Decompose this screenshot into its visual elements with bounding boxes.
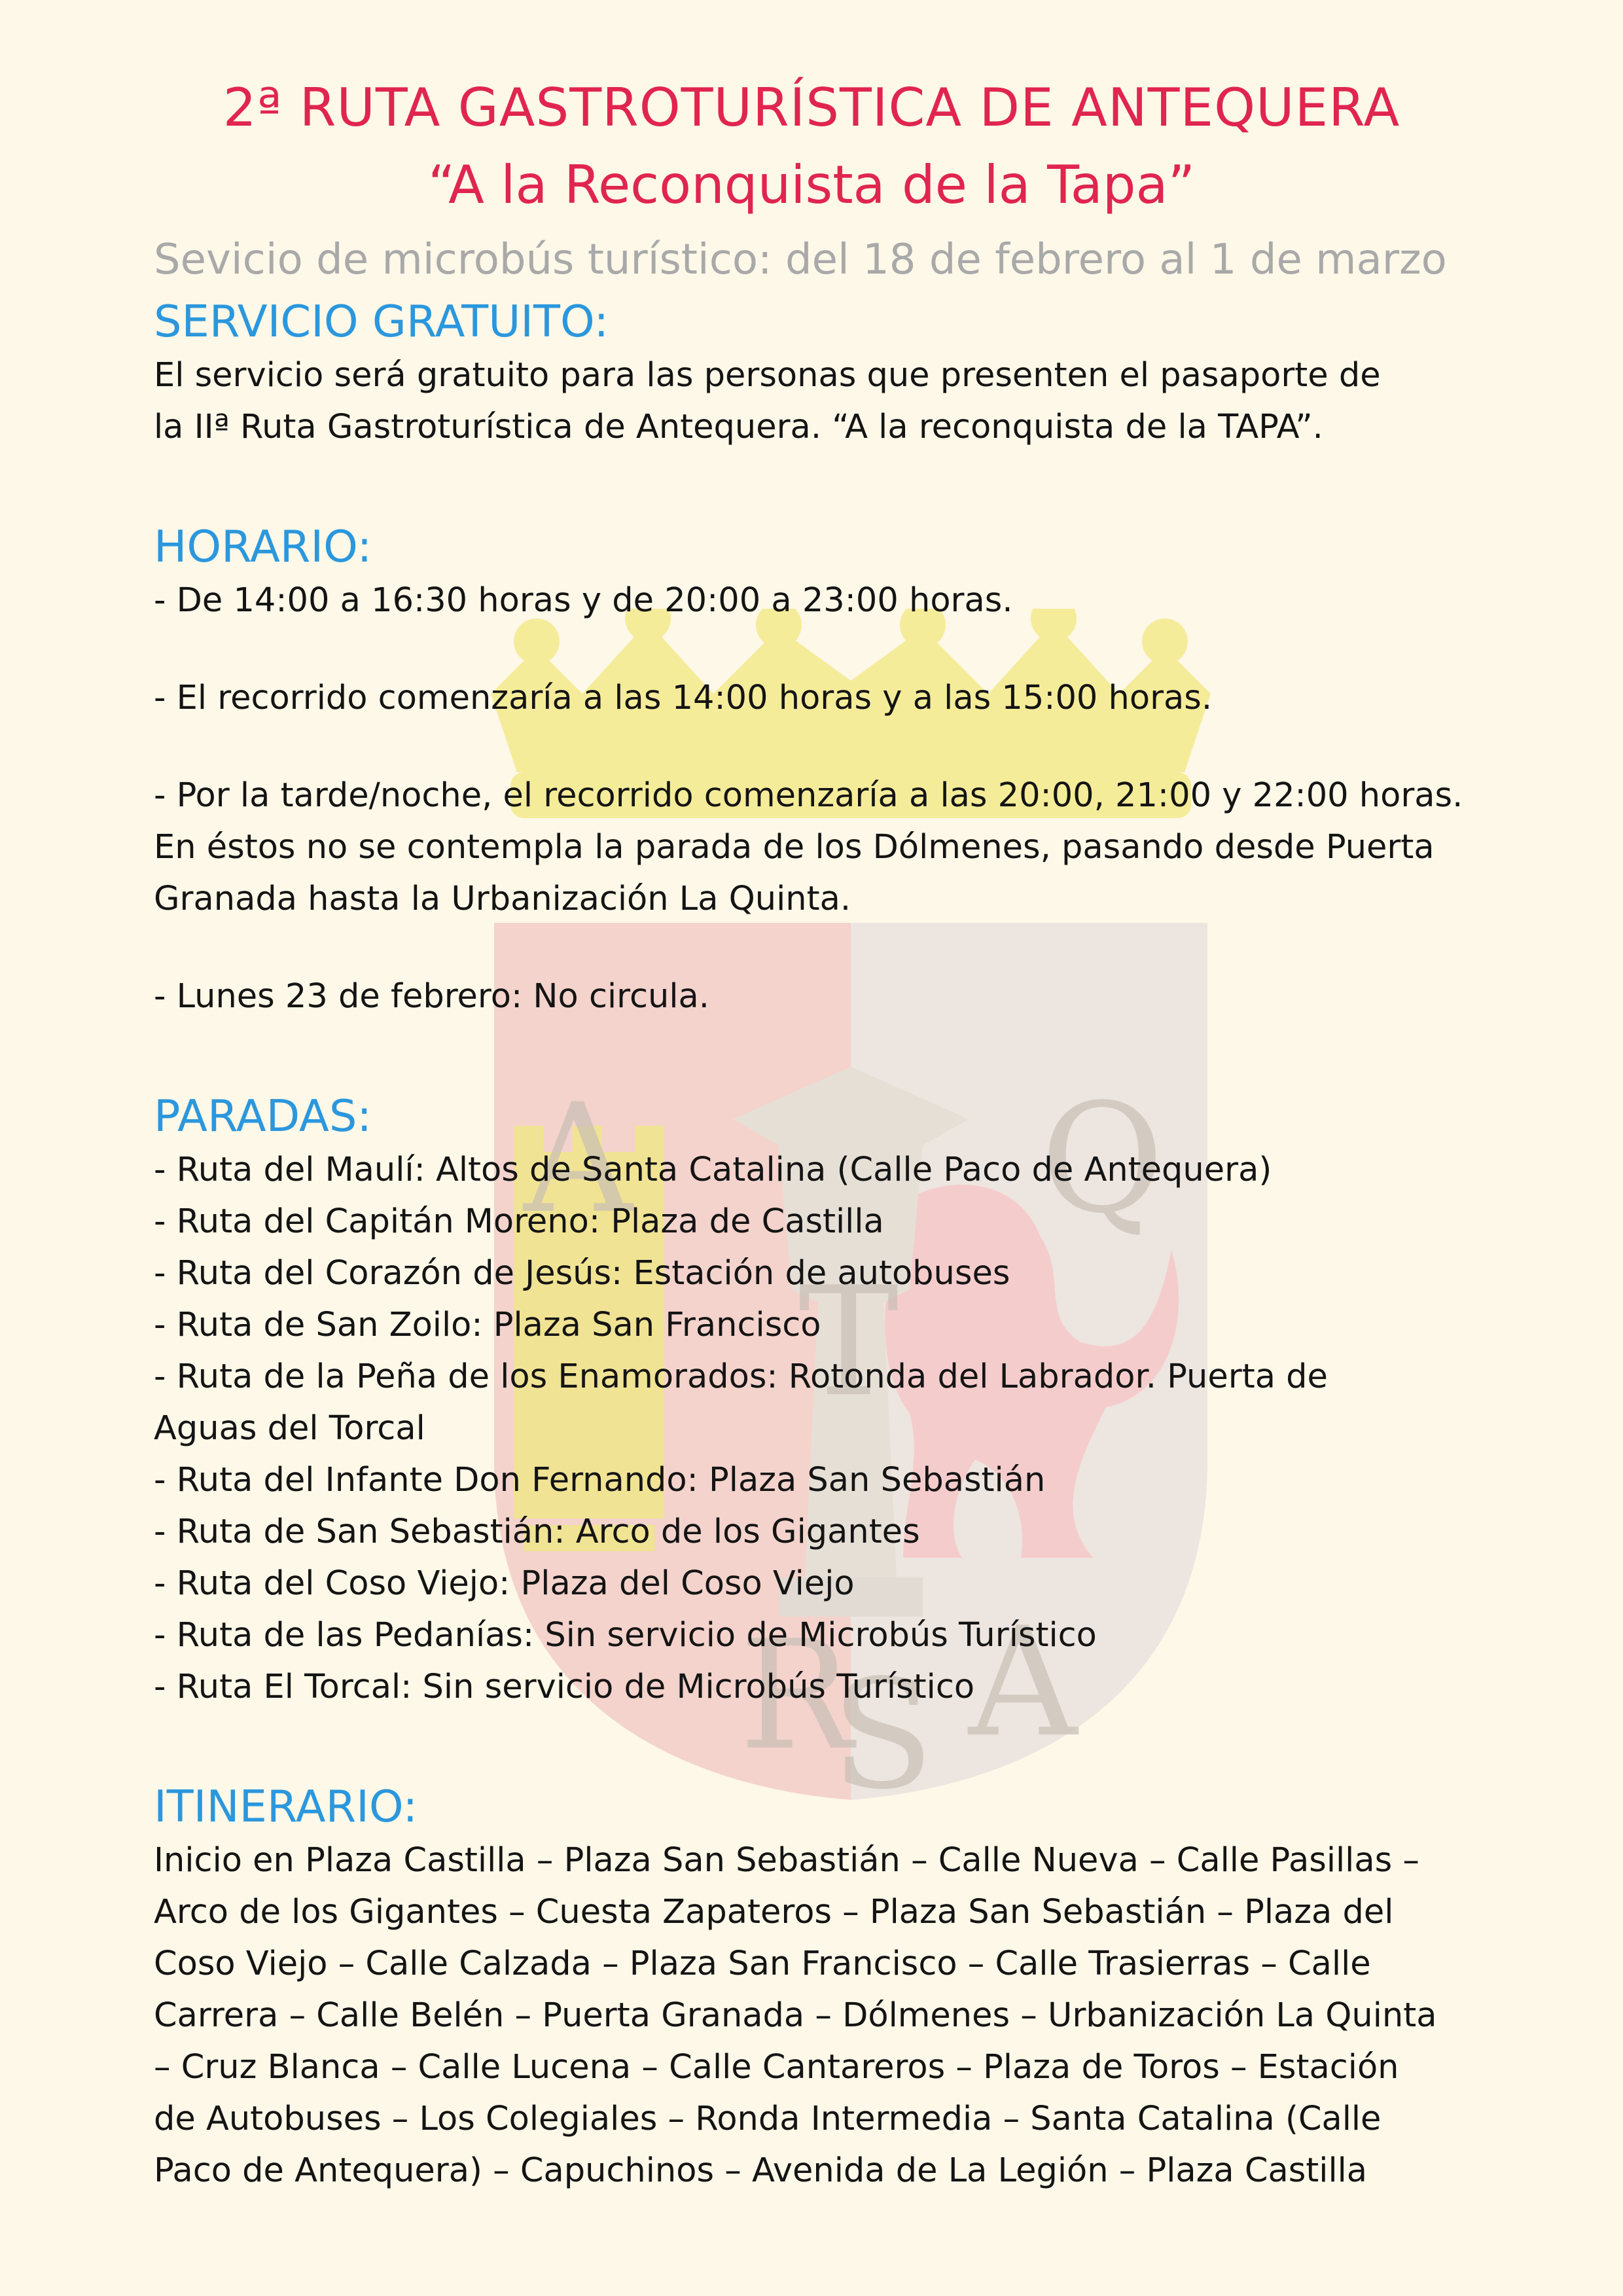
section-paradas [154, 1088, 1554, 1713]
heading-servicio: SERVICIO GRATUITO: [154, 296, 609, 347]
watermark-letter-a2: A [969, 1596, 1078, 1770]
heading-itinerario: ITINERARIO: [154, 1781, 418, 1832]
parada-item: - Ruta El Torcal: Sin servicio de Microbús Turístico [154, 1668, 975, 1706]
service-dates: Sevicio de microbús turístico: del 18 de febrero al 1 de marzo [154, 236, 1447, 284]
horario-item: - De 14:00 a 16:30 horas y de 20:00 a 23:00 horas. [154, 581, 1013, 620]
horario-item-cont: Granada hasta la Urbanización La Quinta. [154, 880, 851, 918]
main-title: 2ª RUTA GASTROTURÍSTICA DE ANTEQUERA [223, 77, 1400, 138]
horario-item: - Lunes 23 de febrero: No circula. [154, 977, 709, 1016]
watermark-letter-s: S [831, 1648, 935, 1813]
section-horario [154, 518, 1554, 1022]
parada-item: - Ruta de la Peña de los Enamorados: Rotonda del Labrador. Puerta de [154, 1357, 1328, 1396]
itinerario-line: Arco de los Gigantes – Cuesta Zapateros – Plaza San Sebastián – Plaza del [154, 1893, 1394, 1931]
section-servicio [154, 293, 1554, 453]
parada-item: - Ruta del Corazón de Jesús: Estación de autobuses [154, 1254, 1010, 1293]
parada-item: - Ruta del Infante Don Fernando: Plaza San Sebastián [154, 1461, 1046, 1499]
heading-horario: HORARIO: [154, 521, 372, 572]
parada-item: - Ruta del Capitán Moreno: Plaza de Castilla [154, 1202, 884, 1241]
horario-item: - Por la tarde/noche, el recorrido comenzaría a las 20:00, 21:00 y 22:00 horas. [154, 776, 1463, 815]
parada-item: - Ruta del Maulí: Altos de Santa Catalina (Calle Paco de Antequera) [154, 1151, 1272, 1189]
itinerario-line: Carrera – Calle Belén – Puerta Granada – Dólmenes – Urbanización La Quinta [154, 1996, 1437, 2035]
itinerario-line: Paco de Antequera) – Capuchinos – Avenida de La Legión – Plaza Castilla [154, 2151, 1368, 2190]
servicio-line: la IIª Ruta Gastroturística de Antequera. “A la reconquista de la TAPA”. [154, 408, 1323, 446]
itinerario-line: de Autobuses – Los Colegiales – Ronda Intermedia – Santa Catalina (Calle [154, 2100, 1382, 2138]
parada-item: - Ruta de San Zoilo: Plaza San Francisco [154, 1306, 821, 1344]
watermark-letter-q: Q [1041, 1072, 1164, 1247]
horario-item-cont: En éstos no se contempla la parada de los Dólmenes, pasando desde Puerta [154, 828, 1435, 867]
parada-item: Aguas del Torcal [154, 1409, 425, 1448]
itinerario-line: Inicio en Plaza Castilla – Plaza San Sebastián – Calle Nueva – Calle Pasillas – [154, 1841, 1419, 1880]
watermark-letter-r: R [740, 1609, 853, 1784]
document-body [154, 293, 1554, 2197]
itinerario-line: Coso Viejo – Calle Calzada – Plaza San Francisco – Calle Trasierras – Calle [154, 1945, 1371, 1983]
parada-item: - Ruta del Coso Viejo: Plaza del Coso Viejo [154, 1564, 855, 1603]
watermark-letter-t: T [798, 1255, 899, 1430]
horario-item: - El recorrido comenzaría a las 14:00 horas y a las 15:00 horas. [154, 679, 1213, 717]
servicio-line: El servicio será gratuito para las personas que presenten el pasaporte de [154, 356, 1381, 395]
parada-item: - Ruta de las Pedanías: Sin servicio de Microbús Turístico [154, 1616, 1097, 1655]
main-subtitle-quote: “A la Reconquista de la Tapa” [427, 154, 1196, 215]
watermark-letter-a: A [524, 1072, 633, 1247]
parada-item: - Ruta de San Sebastián: Arco de los Gigantes [154, 1513, 920, 1551]
section-itinerario [154, 1778, 1554, 2197]
heading-paradas: PARADAS: [154, 1090, 372, 1141]
itinerario-line: – Cruz Blanca – Calle Lucena – Calle Cantareros – Plaza de Toros – Estación [154, 2048, 1399, 2087]
